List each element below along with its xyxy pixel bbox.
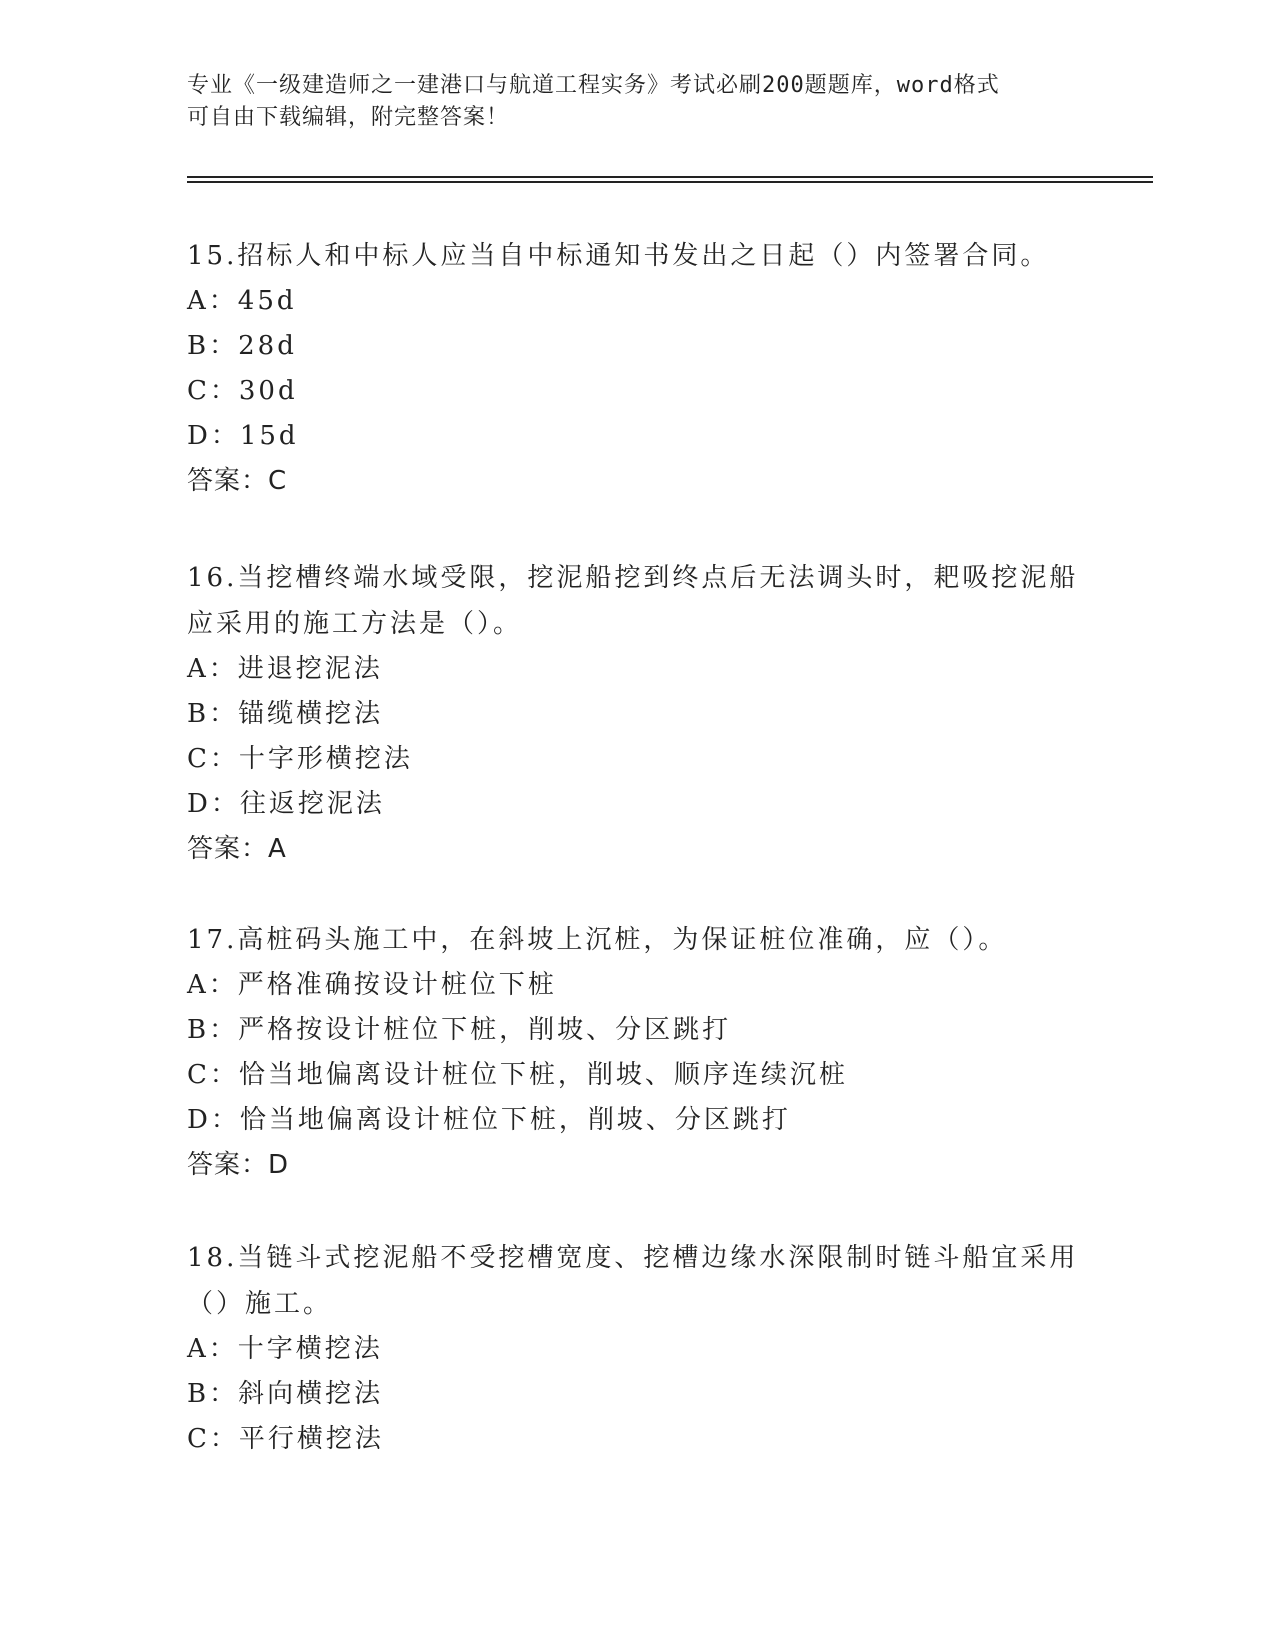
- answer: 答案：D: [187, 1150, 290, 1180]
- option-b: B：锚缆横挖法: [187, 699, 384, 729]
- option-c: C：恰当地偏离设计桩位下桩，削坡、顺序连续沉桩: [187, 1060, 848, 1090]
- question-17: [187, 917, 1087, 1188]
- header-line-1: 专业《一级建造师之一建港口与航道工程实务》考试必刷200题题库，word格式: [187, 73, 1000, 98]
- question-stem: 16.当挖槽终端水域受限，挖泥船挖到终点后无法调头时，耙吸挖泥船: [187, 563, 1079, 593]
- option-c: C：十字形横挖法: [187, 744, 413, 774]
- option-a: A：十字横挖法: [187, 1334, 383, 1364]
- question-stem: 18.当链斗式挖泥船不受挖槽宽度、挖槽边缘水深限制时链斗船宜采用: [187, 1243, 1079, 1273]
- answer: 答案：A: [187, 834, 287, 864]
- question-stem-continued: 应采用的施工方法是（）。: [187, 609, 523, 639]
- option-d: D：往返挖泥法: [187, 789, 385, 819]
- option-b: B：严格按设计桩位下桩，削坡、分区跳打: [187, 1015, 732, 1045]
- option-d: D：恰当地偏离设计桩位下桩，削坡、分区跳打: [187, 1105, 791, 1135]
- option-c: C：30d: [187, 376, 298, 406]
- question-18: [187, 1235, 1087, 1462]
- option-a: A：进退挖泥法: [187, 654, 383, 684]
- header-line-2: 可自由下载编辑，附完整答案！: [187, 105, 510, 130]
- option-a: A：严格准确按设计桩位下桩: [187, 970, 557, 1000]
- question-16: [187, 555, 1087, 872]
- header-divider-bottom: [187, 181, 1153, 183]
- option-d: D：15d: [187, 421, 299, 451]
- option-b: B：28d: [187, 331, 297, 361]
- question-stem-continued: （）施工。: [187, 1289, 333, 1319]
- question-stem: 15.招标人和中标人应当自中标通知书发出之日起（）内签署合同。: [187, 241, 1050, 271]
- option-a: A：45d: [187, 286, 297, 316]
- answer: 答案：C: [187, 466, 288, 496]
- document-header: [187, 70, 1067, 134]
- question-15: [187, 233, 1087, 504]
- question-stem: 17.高桩码头施工中，在斜坡上沉桩，为保证桩位准确，应（）。: [187, 925, 1008, 955]
- option-b: B：斜向横挖法: [187, 1379, 384, 1409]
- option-c: C：平行横挖法: [187, 1424, 384, 1454]
- header-divider-top: [187, 176, 1153, 178]
